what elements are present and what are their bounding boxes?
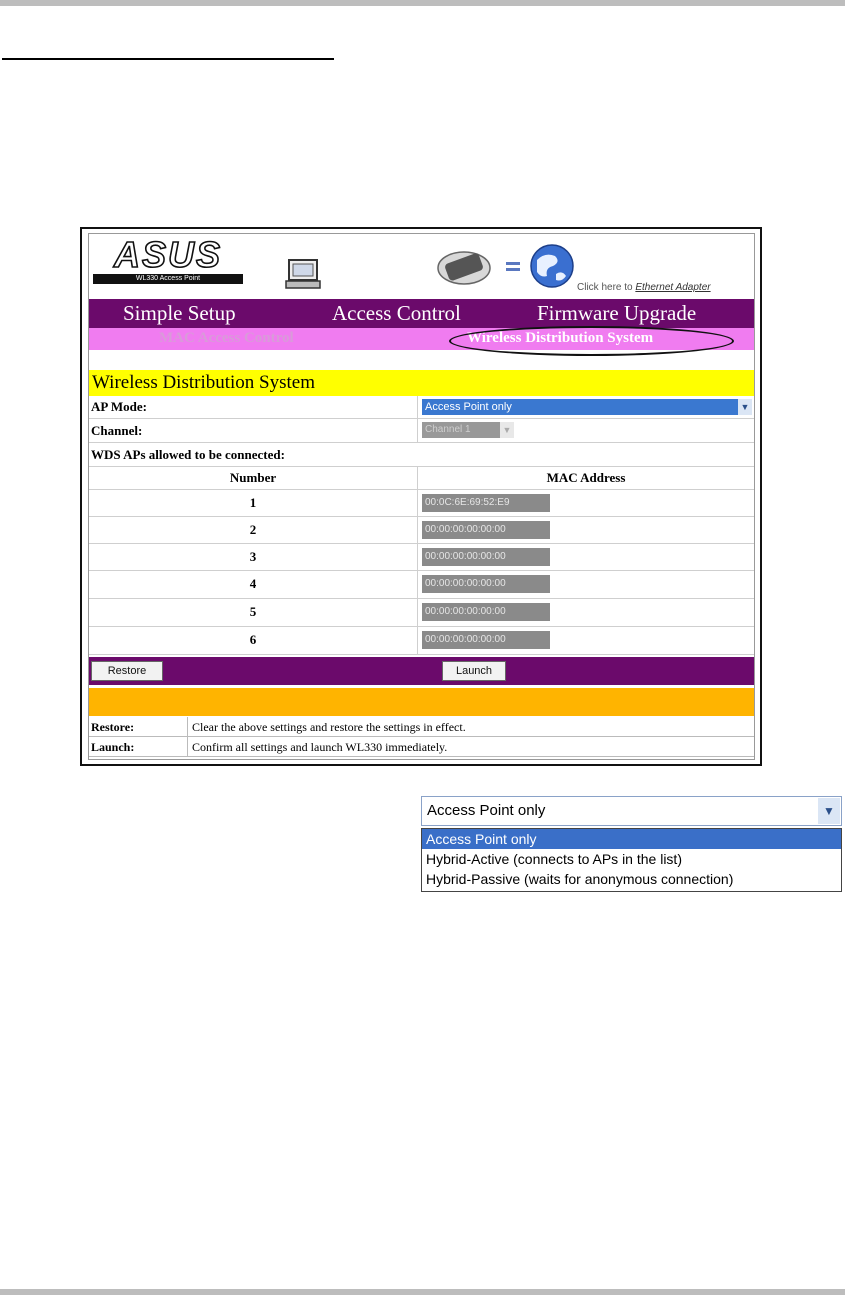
row-divider (417, 571, 418, 598)
chevron-down-icon[interactable]: ▼ (500, 422, 514, 438)
chevron-down-icon[interactable]: ▼ (818, 798, 840, 824)
nav-simple-setup[interactable]: Simple Setup (123, 301, 236, 325)
table-row (89, 490, 754, 517)
bottom-rule (0, 1289, 845, 1295)
mac-table-header (89, 467, 754, 490)
help-text: Clear the above settings and restore the settings in effect. (192, 720, 466, 734)
row-divider (417, 627, 418, 654)
ap-mode-row (89, 396, 754, 419)
table-row (89, 517, 754, 544)
table-row (89, 627, 754, 655)
ap-mode-dropdown[interactable] (421, 796, 842, 826)
help-divider (187, 737, 188, 756)
allowed-aps-row (89, 443, 754, 467)
row-number: 3 (249, 549, 257, 564)
option-hybrid-active[interactable]: Hybrid-Active (connects to APs in the list) (426, 851, 682, 867)
restore-button[interactable]: Restore (91, 661, 163, 681)
router-page (88, 233, 755, 760)
channel-select[interactable] (422, 422, 514, 438)
row-divider (417, 490, 418, 516)
chevron-down-icon[interactable]: ▼ (738, 399, 752, 415)
heading-underline (2, 58, 334, 60)
channel-label: Channel: (91, 423, 143, 438)
row-number: 6 (249, 632, 257, 647)
channel-value: Channel 1 (425, 424, 471, 435)
mac-address-input[interactable]: 00:00:00:00:00:00 (422, 603, 550, 621)
allowed-aps-label: WDS APs allowed to be connected: (91, 447, 285, 462)
laptop-icon (284, 256, 322, 292)
mac-address-input[interactable]: 00:0C:6E:69:52:E9 (422, 494, 550, 512)
option-hybrid-passive[interactable]: Hybrid-Passive (waits for anonymous connection) (426, 871, 734, 887)
channel-row (89, 419, 754, 443)
subnav-mac-access-control[interactable]: MAC Access Control (159, 330, 294, 346)
nav-access-control[interactable]: Access Control (332, 301, 461, 325)
ethernet-link-prefix: Click here to (577, 282, 633, 293)
header (89, 234, 754, 298)
row-divider (417, 544, 418, 570)
top-rule (0, 0, 845, 6)
mac-address-input[interactable]: 00:00:00:00:00:00 (422, 631, 550, 649)
row-number: 2 (249, 522, 257, 537)
help-key: Restore: (91, 720, 135, 734)
column-mac-address: MAC Address (546, 470, 626, 485)
ethernet-adapter-link[interactable] (577, 282, 711, 293)
table-row (89, 544, 754, 571)
screenshot-frame (80, 227, 762, 766)
table-row (89, 599, 754, 627)
dropdown-selected-value: Access Point only (427, 802, 546, 819)
mac-address-input[interactable]: 00:00:00:00:00:00 (422, 521, 550, 539)
help-divider (187, 717, 188, 736)
ethernet-link-text[interactable]: Ethernet Adapter (635, 282, 711, 293)
help-key: Launch: (91, 740, 135, 754)
option-access-point-only[interactable]: Access Point only (422, 829, 841, 849)
help-row-launch (89, 737, 754, 757)
help-row-restore (89, 717, 754, 737)
row-divider (417, 599, 418, 626)
logo-subtitle: WL330 Access Point (93, 274, 243, 284)
row-number: 5 (249, 604, 257, 619)
ap-mode-select[interactable] (422, 399, 752, 415)
row-divider (417, 419, 418, 442)
row-divider (417, 517, 418, 543)
row-number: 4 (249, 576, 257, 591)
row-divider (417, 396, 418, 418)
table-row (89, 571, 754, 599)
ap-mode-value: Access Point only (425, 401, 512, 413)
ethernet-adapter-icon[interactable] (434, 240, 574, 290)
ap-mode-label: AP Mode: (91, 399, 147, 414)
status-bar (89, 688, 754, 716)
button-bar (89, 657, 754, 685)
launch-button[interactable]: Launch (442, 661, 506, 681)
column-number: Number (229, 470, 277, 485)
main-nav (89, 299, 754, 328)
subnav-wireless-distribution-system[interactable]: Wireless Distribution System (467, 330, 654, 346)
mac-address-input[interactable]: 00:00:00:00:00:00 (422, 575, 550, 593)
row-number: 1 (249, 495, 257, 510)
highlight-ellipse (449, 326, 734, 356)
help-text: Confirm all settings and launch WL330 immediately. (192, 740, 448, 754)
section-title: Wireless Distribution System (89, 370, 754, 396)
nav-firmware-upgrade[interactable]: Firmware Upgrade (537, 301, 697, 325)
asus-logo (93, 238, 243, 272)
mac-address-input[interactable]: 00:00:00:00:00:00 (422, 548, 550, 566)
svg-text:ASUS: ASUS (113, 238, 223, 272)
ap-mode-options (421, 828, 842, 892)
